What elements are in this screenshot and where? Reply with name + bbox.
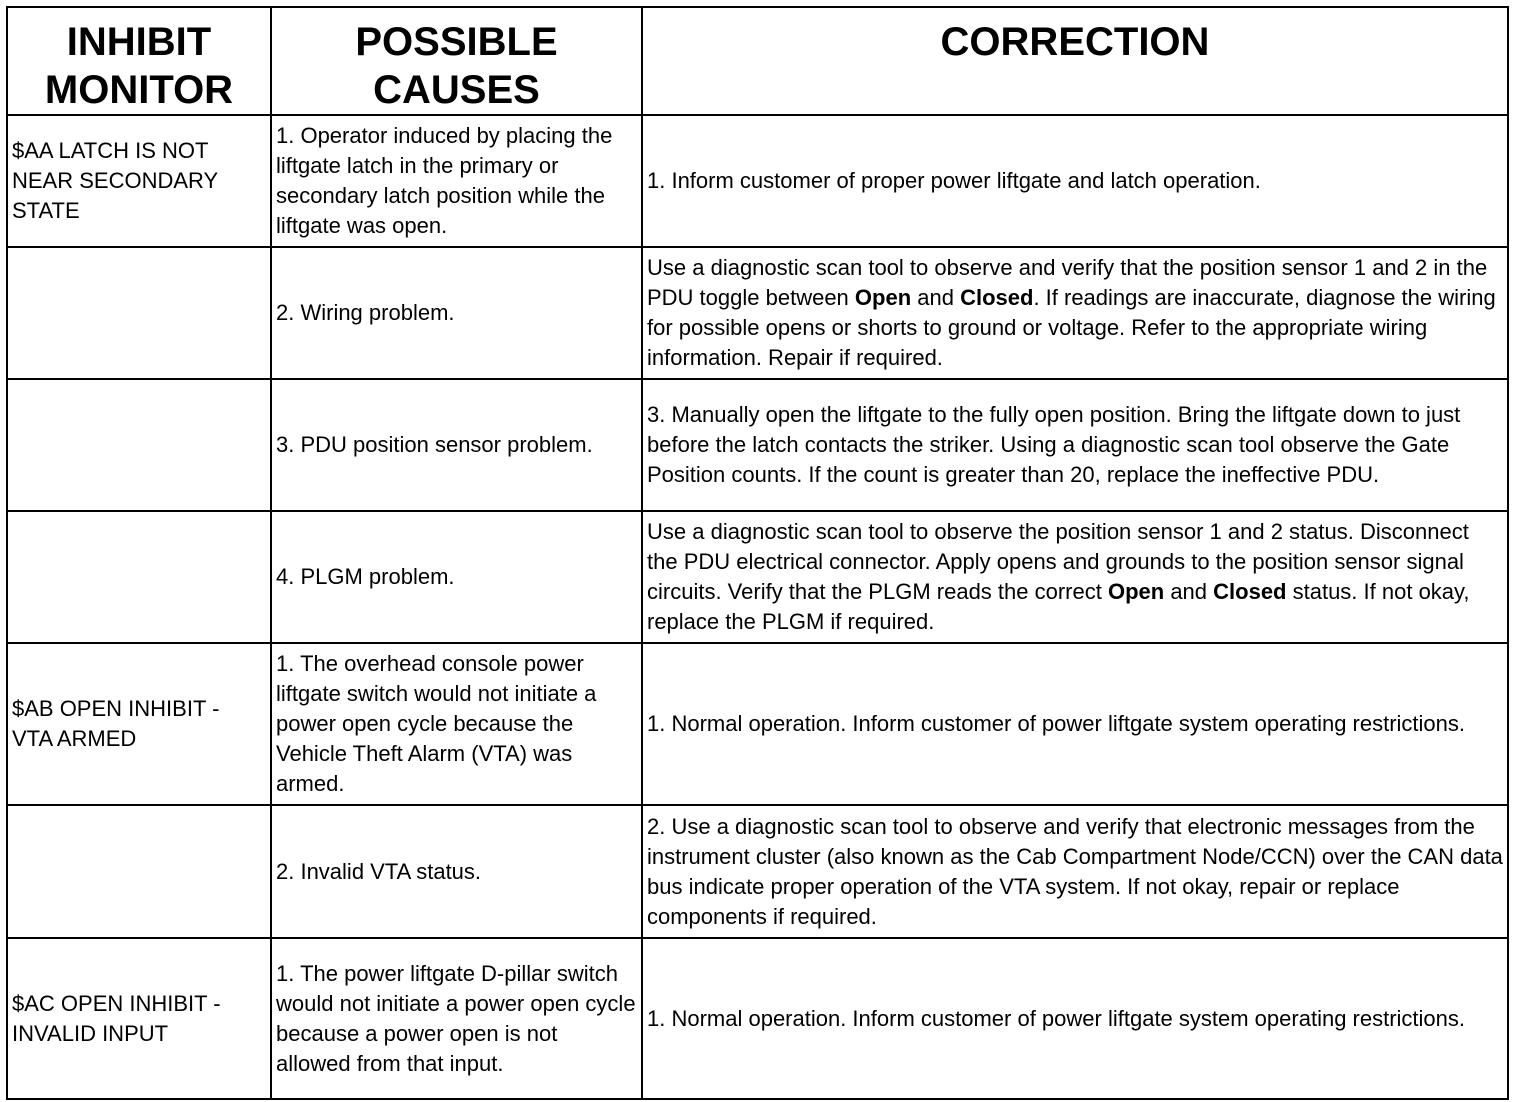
inhibit-monitor-table: [6, 6, 1509, 1100]
bold-term: Open: [1107, 579, 1165, 604]
cause-cell: 1. Operator induced by placing the liftgate latch in the primary or secondary latch position while the liftgate was open.: [271, 115, 642, 247]
monitor-cell: $AB OPEN INHIBIT - VTA ARMED: [7, 643, 271, 805]
correction-cell: [642, 247, 1508, 379]
bold-term: Open: [854, 285, 912, 310]
header-possible-causes-line-2: CAUSES: [373, 68, 540, 112]
table-row: [7, 938, 1508, 1099]
header-correction-label: CORRECTION: [940, 20, 1210, 64]
text-segment: 2. Use a diagnostic scan tool to observe and verify that electronic messages from the instrument cluster (also known as the Cab Compartment Node/CCN) over the CAN data bus indicate proper operation of the VTA system. If not okay, repair or replace components if required.: [647, 813, 1503, 929]
monitor-cell: [7, 379, 271, 511]
table-row: [7, 511, 1508, 643]
text-segment: 1. Normal operation. Inform customer of power liftgate system operating restrictions.: [647, 711, 1466, 736]
text-segment: Use a diagnostic scan tool to observe and verify that the position sensor 1 and 2 in the PDU toggle between: [647, 255, 1488, 310]
text-segment: 3. Manually open the liftgate to the fully open position. Bring the liftgate down to just before the latch contacts the striker. Using a diagnostic scan tool observe the Gate Position counts. If the count is greater than 20, replace the ineffective PDU.: [647, 402, 1461, 487]
table-row: [7, 379, 1508, 511]
bold-term: Closed: [960, 285, 1034, 310]
header-possible-causes: [271, 7, 642, 115]
text-segment: status. If not okay, replace the PLGM if required.: [647, 579, 1470, 634]
header-inhibit-monitor-line-1: INHIBIT: [66, 20, 212, 64]
text-segment: Use a diagnostic scan tool to observe the position sensor 1 and 2 status. Disconnect the PDU electrical connector. Apply opens and grounds to the position sensor signal circuits. Verify that the PLGM reads the correct: [647, 519, 1469, 604]
header-inhibit-monitor: [7, 7, 271, 115]
header-correction: [642, 7, 1508, 115]
correction-cell: [642, 379, 1508, 511]
header-possible-causes-line-1: POSSIBLE: [355, 20, 558, 64]
monitor-cell: [7, 247, 271, 379]
table-header-row: [7, 7, 1508, 115]
text-segment: and: [1164, 579, 1214, 604]
correction-cell: [642, 115, 1508, 247]
correction-cell: [642, 511, 1508, 643]
text-segment: 1. Normal operation. Inform customer of power liftgate system operating restrictions.: [647, 1005, 1466, 1031]
cause-cell: 1. The power liftgate D-pillar switch would not initiate a power open cycle because a power open is not allowed from that input.: [271, 938, 642, 1099]
monitor-cell: [7, 511, 271, 643]
correction-cell: [642, 643, 1508, 805]
cause-cell: 2. Invalid VTA status.: [271, 805, 642, 938]
text-segment: and: [911, 285, 961, 310]
monitor-cell: $AC OPEN INHIBIT - INVALID INPUT: [7, 938, 271, 1099]
table-row: [7, 115, 1508, 247]
cause-cell: 3. PDU position sensor problem.: [271, 379, 642, 511]
cause-cell: 2. Wiring problem.: [271, 247, 642, 379]
monitor-cell: $AA LATCH IS NOT NEAR SECONDARY STATE: [7, 115, 271, 247]
table-row: [7, 247, 1508, 379]
correction-cell: [642, 805, 1508, 938]
monitor-cell: [7, 805, 271, 938]
text-segment: . If readings are inaccurate, diagnose the wiring for possible opens or shorts to ground or voltage. Refer to the appropriate wiring information. Repair if required.: [647, 285, 1496, 370]
bold-term: Closed: [1213, 579, 1287, 604]
cause-cell: 4. PLGM problem.: [271, 511, 642, 643]
header-inhibit-monitor-line-2: MONITOR: [44, 68, 234, 112]
cause-cell: 1. The overhead console power liftgate switch would not initiate a power open cycle because the Vehicle Theft Alarm (VTA) was armed.: [271, 643, 642, 805]
correction-cell: [642, 938, 1508, 1099]
table-row: [7, 805, 1508, 938]
table-row: [7, 643, 1508, 805]
text-segment: 1. Inform customer of proper power liftgate and latch operation.: [647, 168, 1261, 193]
